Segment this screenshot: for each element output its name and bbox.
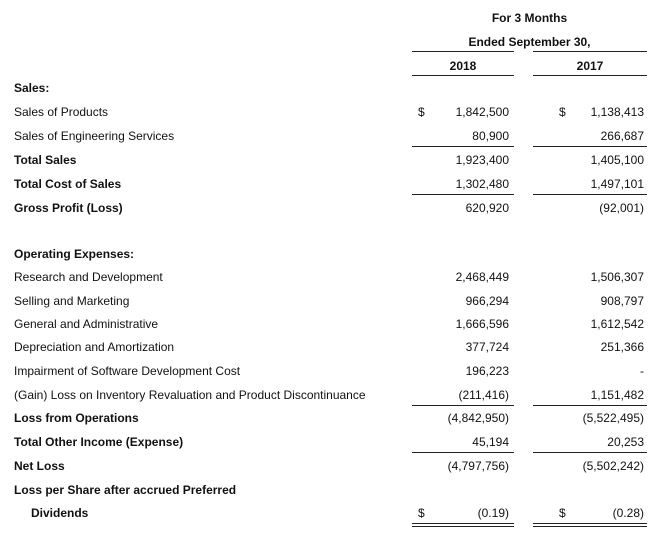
rule-2018 (412, 194, 514, 195)
value-2018: (211,416) (458, 388, 509, 402)
row-general-and-administrative (0, 317, 666, 333)
row-research-and-development (0, 270, 666, 286)
value-2018: 1,842,500 (455, 105, 509, 119)
period-header-line2: Ended September 30, (468, 35, 591, 49)
row-label: Total Cost of Sales (14, 177, 122, 191)
row-label: Gross Profit (Loss) (14, 201, 123, 215)
currency-symbol-2018: $ (418, 506, 425, 520)
row-label: Net Loss (14, 459, 65, 473)
row-label: Loss from Operations (14, 411, 139, 425)
value-2018: 620,920 (465, 201, 509, 215)
period-header-line1: For 3 Months (491, 11, 568, 25)
row-net-loss (0, 459, 666, 475)
row-sales-of-engineering-services (0, 129, 666, 145)
double-rule-2017 (533, 523, 647, 527)
header-bottom-rule-2017 (533, 75, 647, 76)
header-bottom-rule-2018 (412, 75, 514, 76)
row-label: Total Other Income (Expense) (14, 435, 184, 449)
value-2018: 45,194 (472, 435, 509, 449)
row-loss-from-operations (0, 411, 666, 427)
rule-2017 (533, 146, 647, 147)
row-sales-of-products (0, 105, 666, 121)
row-sales-heading (0, 81, 666, 97)
value-2017: 1,151,482 (590, 388, 644, 402)
value-2017: 1,612,542 (590, 317, 644, 331)
value-2017: 1,497,101 (590, 177, 644, 191)
value-2017: 1,138,413 (590, 105, 644, 119)
value-2018: 80,900 (472, 129, 509, 143)
value-2017: (92,001) (599, 201, 644, 215)
row-total-other-income (0, 435, 666, 451)
row-label: Sales: (14, 81, 50, 95)
row-label: Operating Expenses: (14, 247, 135, 261)
rule-2018 (412, 405, 514, 406)
value-2017: 20,253 (607, 435, 644, 449)
value-2018: 377,724 (465, 340, 509, 354)
value-2017: (5,502,242) (582, 459, 644, 473)
value-2017: 266,687 (600, 129, 644, 143)
value-2017: 1,506,307 (590, 270, 644, 284)
rule-2017 (533, 452, 647, 453)
value-2017: (5,522,495) (582, 411, 644, 425)
value-2018: (4,842,950) (447, 411, 509, 425)
currency-symbol-2017: $ (559, 506, 566, 520)
row-total-cost-of-sales (0, 177, 666, 193)
row-label: Dividends (31, 506, 89, 520)
value-2018: (4,797,756) (447, 459, 509, 473)
row-gross-profit (0, 201, 666, 217)
value-2018: 1,923,400 (455, 153, 509, 167)
value-2018: 2,468,449 (455, 270, 509, 284)
value-2018: (0.19) (477, 506, 509, 520)
value-2017: 251,366 (600, 340, 644, 354)
rule-2017 (533, 194, 647, 195)
currency-symbol-2017: $ (559, 105, 566, 119)
row-label: Impairment of Software Development Cost (14, 364, 241, 378)
rule-2017 (533, 405, 647, 406)
value-2018: 966,294 (465, 294, 509, 308)
value-2018: 1,302,480 (455, 177, 509, 191)
currency-symbol-2018: $ (418, 105, 425, 119)
row-loss-per-share-line1 (0, 483, 666, 499)
row-label: Total Sales (14, 153, 77, 167)
double-rule-2018 (412, 523, 514, 527)
rule-2018 (412, 452, 514, 453)
row-total-sales (0, 153, 666, 169)
header-top-rule-2018 (412, 51, 514, 52)
row-label: Depreciation and Amortization (14, 340, 175, 354)
header-top-rule-2017 (533, 51, 647, 52)
row-selling-and-marketing (0, 294, 666, 310)
row-inventory-revaluation (0, 388, 666, 404)
row-label: (Gain) Loss on Inventory Revaluation and Product Discontinuance (14, 388, 366, 402)
row-label: Research and Development (14, 270, 163, 284)
value-2018: 196,223 (465, 364, 509, 378)
column-header-2018: 2018 (449, 59, 477, 73)
row-label: Sales of Engineering Services (14, 129, 175, 143)
row-label: Sales of Products (14, 105, 109, 119)
value-2017: (0.28) (612, 506, 644, 520)
rule-2018 (412, 146, 514, 147)
value-2018: 1,666,596 (455, 317, 509, 331)
value-2017: 908,797 (600, 294, 644, 308)
row-label: General and Administrative (14, 317, 159, 331)
row-operating-expenses-heading (0, 247, 666, 263)
column-header-2017: 2017 (576, 59, 604, 73)
row-label: Loss per Share after accrued Preferred (14, 483, 237, 497)
row-depreciation-and-amortization (0, 340, 666, 356)
value-2017: - (640, 364, 644, 378)
row-label: Selling and Marketing (14, 294, 130, 308)
row-loss-per-share-dividends (0, 506, 666, 522)
row-impairment-of-software (0, 364, 666, 380)
value-2017: 1,405,100 (590, 153, 644, 167)
